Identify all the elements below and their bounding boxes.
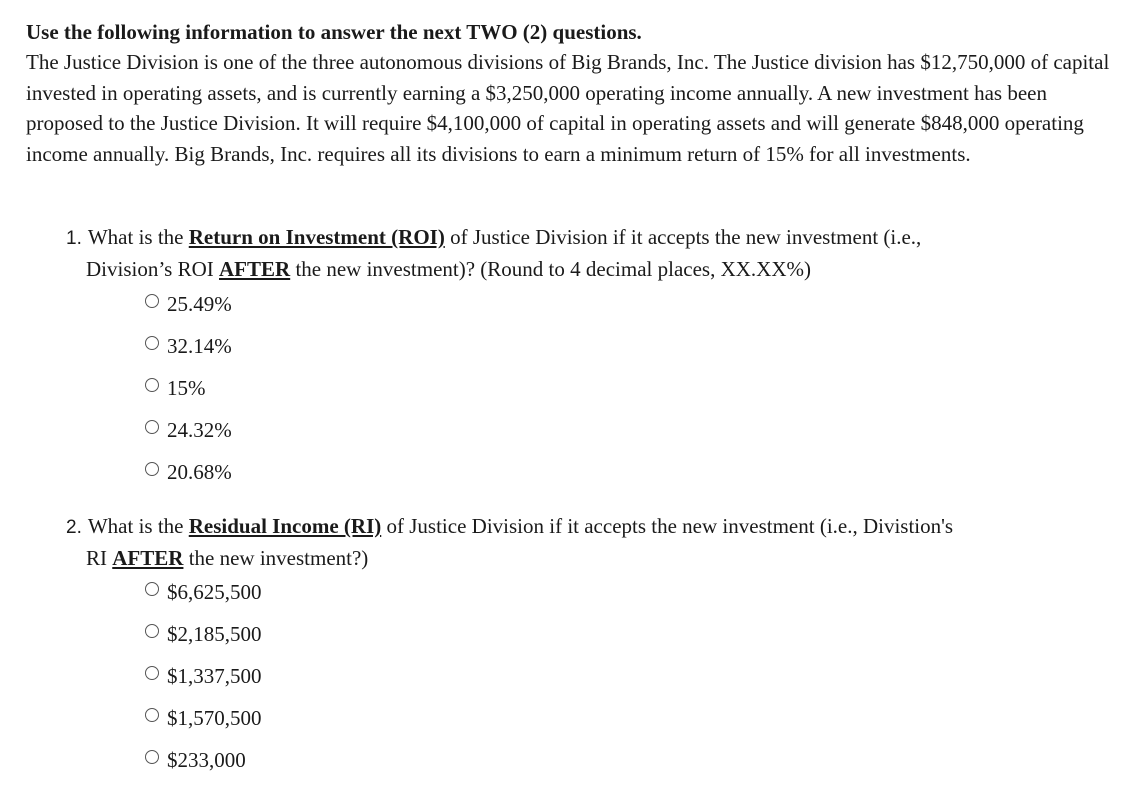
intro-block bbox=[26, 17, 1118, 169]
option-label: $233,000 bbox=[167, 748, 246, 772]
radio-button-icon[interactable] bbox=[145, 666, 159, 680]
radio-button-icon[interactable] bbox=[145, 378, 159, 392]
option-label: 24.32% bbox=[167, 418, 232, 442]
question-2-term: Residual Income (RI) bbox=[188, 514, 382, 538]
option-label: 25.49% bbox=[167, 292, 232, 316]
intro-title: Use the following information to answer the next TWO (2) questions. bbox=[26, 20, 642, 44]
radio-button-icon[interactable] bbox=[145, 462, 159, 476]
option-label: $1,570,500 bbox=[167, 706, 262, 730]
question-1-number: 1. bbox=[66, 228, 82, 249]
question-2-number: 2. bbox=[66, 517, 82, 538]
radio-button-icon[interactable] bbox=[145, 294, 159, 308]
question-1-option-c[interactable] bbox=[145, 367, 445, 409]
question-1-term: Return on Investment (ROI) bbox=[188, 225, 445, 249]
question-2-option-d[interactable] bbox=[145, 697, 445, 739]
question-1-line2-before: Division’s ROI bbox=[86, 257, 220, 281]
radio-button-icon[interactable] bbox=[145, 624, 159, 638]
question-1 bbox=[66, 222, 1116, 284]
question-2-line2-before: RI bbox=[86, 546, 113, 570]
question-1-after-emphasis: AFTER bbox=[219, 257, 291, 281]
option-label: $2,185,500 bbox=[167, 622, 262, 646]
question-1-options bbox=[145, 283, 445, 493]
question-2-option-a[interactable] bbox=[145, 571, 445, 613]
question-2-line2-after: the new investment?) bbox=[183, 546, 369, 570]
question-1-text-after: of Justice Division if it accepts the new investment (i.e., bbox=[444, 225, 922, 249]
radio-button-icon[interactable] bbox=[145, 582, 159, 596]
question-1-option-e[interactable] bbox=[145, 451, 445, 493]
question-2-after-emphasis: AFTER bbox=[112, 546, 184, 570]
question-2-line-2 bbox=[66, 543, 1116, 573]
radio-button-icon[interactable] bbox=[145, 750, 159, 764]
question-2-line-1 bbox=[66, 511, 1116, 543]
option-label: $6,625,500 bbox=[167, 580, 262, 604]
question-2 bbox=[66, 511, 1116, 573]
option-label: 20.68% bbox=[167, 460, 232, 484]
radio-button-icon[interactable] bbox=[145, 420, 159, 434]
question-1-text-before: What is the bbox=[87, 225, 189, 249]
question-1-line-1 bbox=[66, 222, 1116, 254]
question-2-options bbox=[145, 571, 445, 781]
intro-body: The Justice Division is one of the three autonomous divisions of Big Brands, Inc. The Justice division has $12,750,000 of capital invested in operating assets, and is currently earning a $3,250,000 operating income annually. A new investment has been proposed to the Justice Division. It will require $4,100,000 of capital in operating assets and will generate $848,000 operating income annually. Big Brands, Inc. requires all its divisions to earn a minimum return of 15% for all investments. bbox=[26, 50, 1110, 166]
question-2-text-before: What is the bbox=[87, 514, 189, 538]
question-1-option-b[interactable] bbox=[145, 325, 445, 367]
question-1-line-2 bbox=[66, 254, 1116, 284]
radio-button-icon[interactable] bbox=[145, 708, 159, 722]
question-2-text-after: of Justice Division if it accepts the new investment (i.e., Divistion's bbox=[381, 514, 954, 538]
option-label: 32.14% bbox=[167, 334, 232, 358]
radio-button-icon[interactable] bbox=[145, 336, 159, 350]
question-2-option-b[interactable] bbox=[145, 613, 445, 655]
question-2-option-c[interactable] bbox=[145, 655, 445, 697]
option-label: $1,337,500 bbox=[167, 664, 262, 688]
question-1-option-d[interactable] bbox=[145, 409, 445, 451]
question-2-option-e[interactable] bbox=[145, 739, 445, 781]
question-1-line2-after: the new investment)? (Round to 4 decimal places, XX.XX%) bbox=[290, 257, 811, 281]
question-1-option-a[interactable] bbox=[145, 283, 445, 325]
option-label: 15% bbox=[167, 376, 206, 400]
